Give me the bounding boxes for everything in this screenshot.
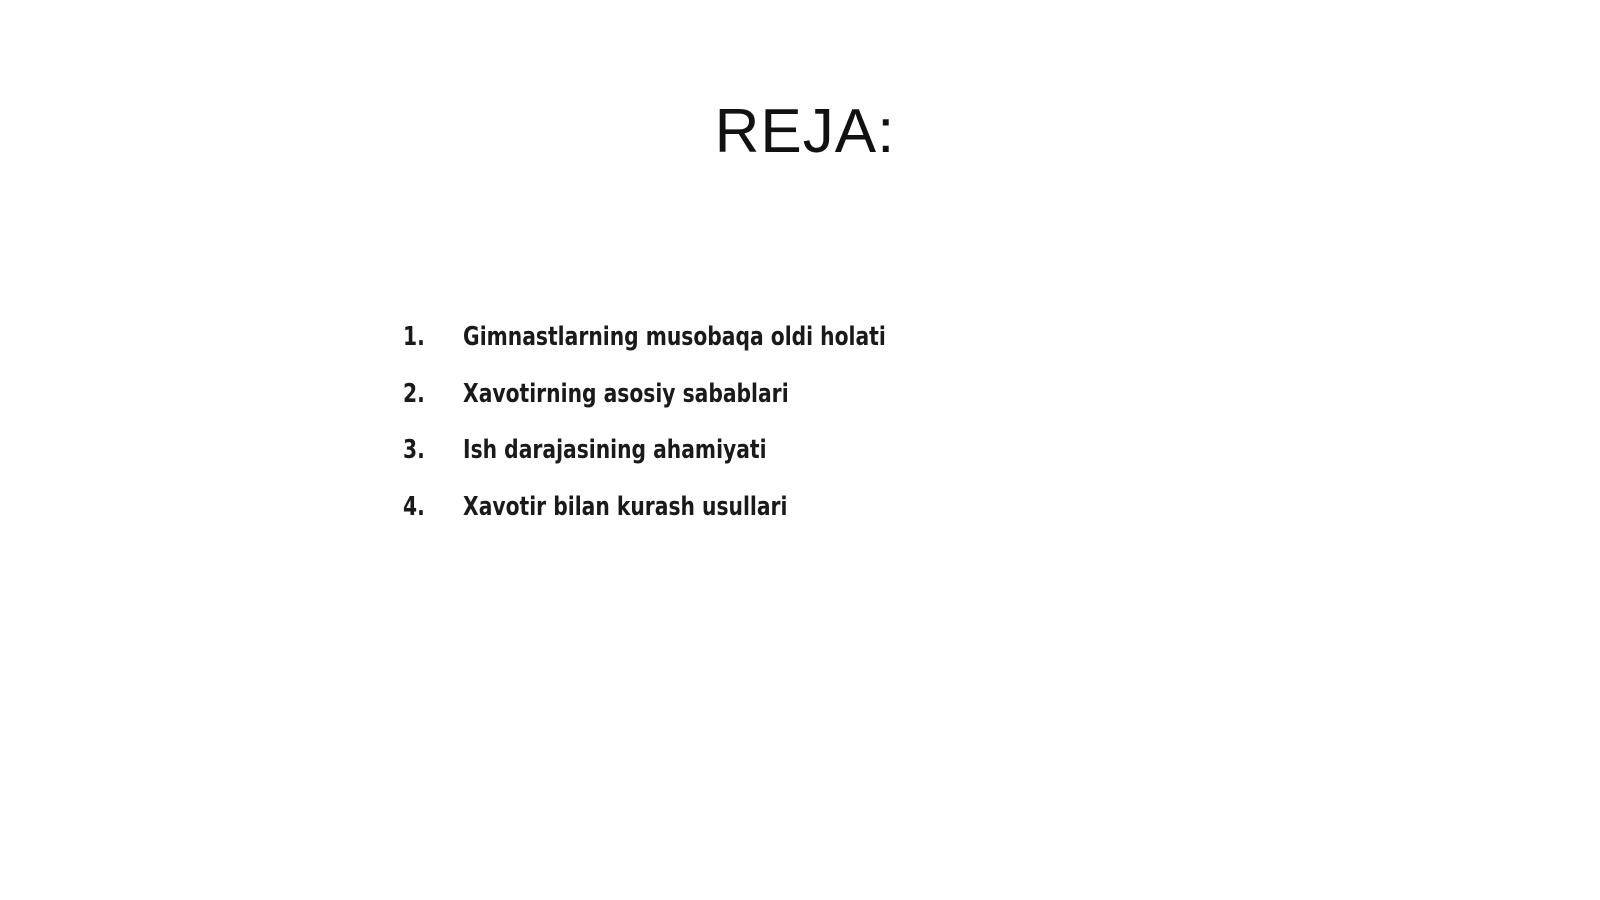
plan-item-text: Ish darajasining ahamiyati [463,435,767,465]
plan-item [403,322,886,379]
plan-item [403,492,886,549]
plan-item [403,379,886,436]
plan-item-text: Xavotirning asosiy sabablari [463,378,789,409]
plan-item [403,435,886,492]
plan-item-number: 2. [403,378,425,409]
plan-list [403,322,1022,548]
plan-item-number: 3. [403,435,425,465]
plan-item-number: 1. [403,322,425,352]
plan-item-text: Gimnastlarning musobaqa oldi holati [463,322,886,352]
plan-item-text: Xavotir bilan kurash usullari [463,491,788,522]
plan-item-number: 4. [403,491,425,522]
slide-title: REJA: [714,97,896,166]
